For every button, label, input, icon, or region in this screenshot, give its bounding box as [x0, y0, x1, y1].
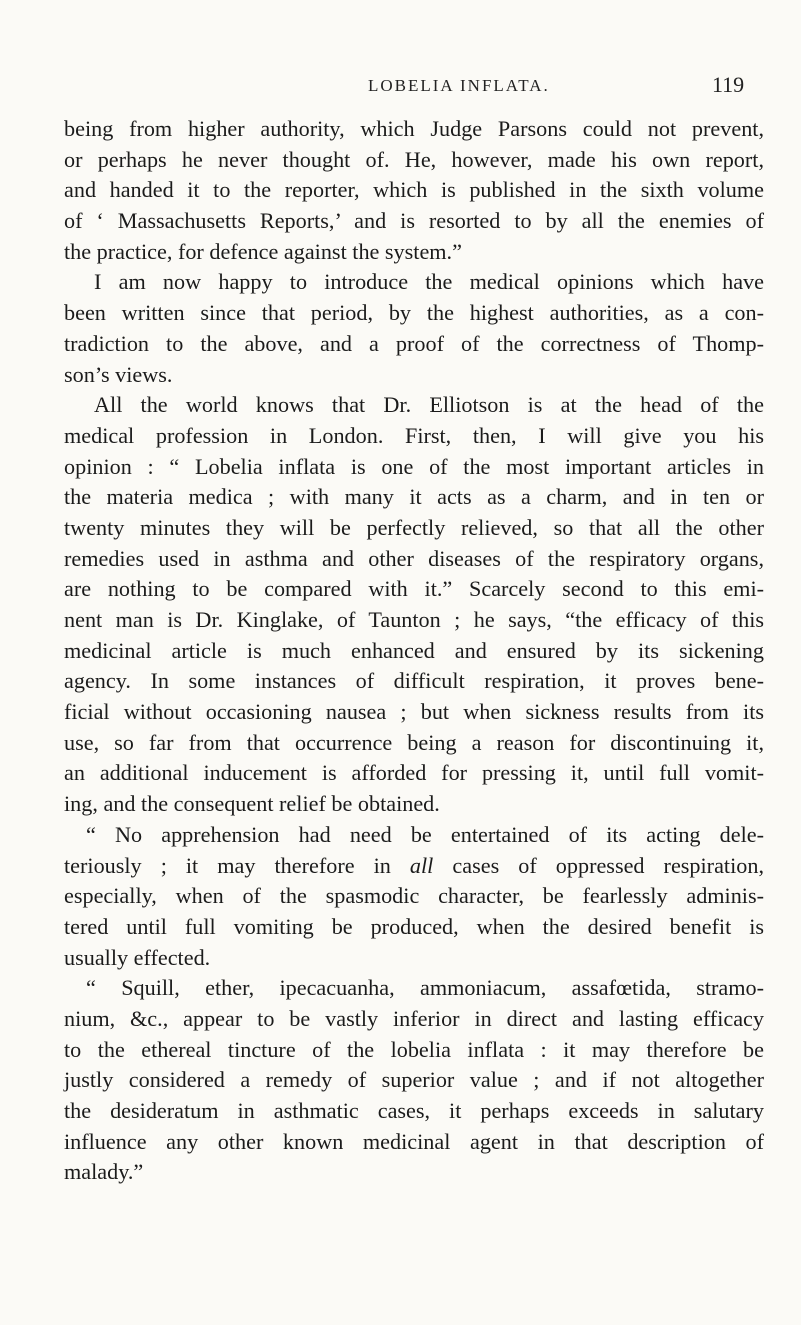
text-line: I am now happy to introduce the medical opinions which have [94, 269, 764, 295]
text-line: nium, &c., appear to be vastly inferior in direct and lasting efficacy [64, 1005, 764, 1031]
text-line: teriously ; it may therefore in all cases of oppressed respiration, [64, 852, 764, 878]
text-line: influence any other known medicinal agent in that description of [64, 1128, 764, 1154]
text-line: ficial without occasioning nausea ; but when sickness results from its [64, 699, 764, 725]
text-line: the desideratum in asthmatic cases, it perhaps exceeds in salutary [64, 1098, 764, 1123]
text-line: opinion : “ Lobelia inflata is one of the most important articles in [64, 453, 764, 479]
text-line: twenty minutes they will be perfectly relieved, so that all the other [64, 514, 764, 540]
text-line: tered until full vomiting be produced, when the desired benefit is [64, 913, 764, 939]
text-line: being from higher authority, which Judge Parsons could not prevent, [64, 116, 764, 141]
text-line: malady.” [64, 1159, 144, 1185]
text-line: son’s views. [64, 361, 173, 387]
text-line: been written since that period, by the highest authorities, as a con- [64, 300, 764, 326]
text-line: All the world knows that Dr. Elliotson is at the head of the [94, 392, 764, 418]
text-line: nent man is Dr. Kinglake, of Taunton ; he says, “the efficacy of this [64, 607, 764, 632]
text-line: especially, when of the spasmodic character, be fearlessly adminis- [64, 883, 764, 909]
text-line: medical profession in London. First, then, I will give you his [64, 422, 764, 448]
emphasis: all [409, 852, 434, 878]
page-number: 119 [712, 72, 745, 97]
text-line: “ No apprehension had need be entertained of its acting dele- [86, 821, 764, 847]
text-line: to the ethereal tincture of the lobelia inflata : it may therefore be [64, 1036, 764, 1062]
text-line: ing, and the consequent relief be obtained. [64, 791, 440, 817]
text-line: medicinal article is much enhanced and ensured by its sickening [64, 637, 764, 663]
text-line: the practice, for defence against the system.” [64, 238, 462, 264]
text-line: of ‘ Massachusetts Reports,’ and is resorted to by all the enemies of [64, 208, 764, 234]
text-line: the materia medica ; with many it acts as a charm, and in ten or [64, 484, 764, 510]
text-line: agency. In some instances of difficult respiration, it proves bene- [64, 668, 764, 694]
text-line: usually effected. [64, 944, 211, 970]
running-head: LOBELIA INFLATA. [368, 76, 550, 95]
text-line: are nothing to be compared with it.” Scarcely second to this emi- [64, 576, 764, 602]
text-line: justly considered a remedy of superior value ; and if not altogether [64, 1067, 764, 1093]
text-line: remedies used in asthma and other diseases of the respiratory organs, [64, 545, 764, 571]
text-line: “ Squill, ether, ipecacuanha, ammoniacum, assafœtida, stramo- [86, 975, 764, 1001]
body-text [64, 114, 764, 1188]
text-line: or perhaps he never thought of. He, however, made his own report, [64, 146, 764, 172]
text-line: and handed it to the reporter, which is published in the sixth volume [64, 177, 764, 203]
text-line: tradiction to the above, and a proof of the correctness of Thomp- [64, 330, 764, 356]
text-line: use, so far from that occurrence being a reason for discontinuing it, [64, 729, 764, 755]
text-line: an additional inducement is afforded for pressing it, until full vomit- [64, 760, 764, 786]
